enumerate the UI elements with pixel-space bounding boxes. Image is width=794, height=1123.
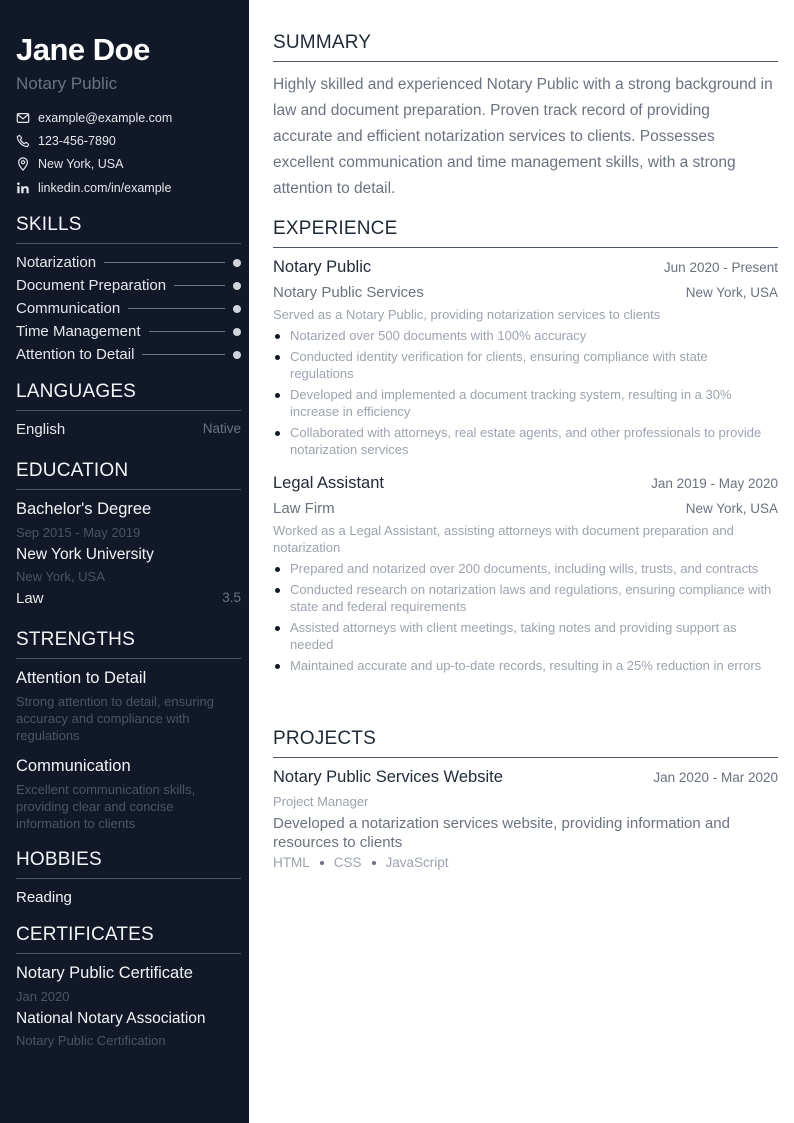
skill-level-dot xyxy=(233,305,241,313)
contact-phone[interactable] xyxy=(16,134,241,148)
mail-icon xyxy=(16,111,30,125)
job-bullet: Assisted attorneys with client meetings, taking notes and providing support as needed xyxy=(273,619,773,653)
project-title: Notary Public Services Website xyxy=(273,768,503,786)
contact-location-text: New York, USA xyxy=(38,157,124,171)
job-company: Law Firm xyxy=(273,500,335,517)
project-role: Project Manager xyxy=(273,794,369,809)
job-company-row xyxy=(273,284,778,301)
strength-title: Attention to Detail xyxy=(16,669,147,687)
skill-label: Communication xyxy=(16,300,121,317)
job-description: Served as a Notary Public, providing notarization services to clients xyxy=(273,307,661,322)
job-bullet: Collaborated with attorneys, real estate agents, and other professionals to provide notarization services xyxy=(273,424,773,458)
job-dates: Jun 2020 - Present xyxy=(663,260,778,275)
education-field: Law xyxy=(16,590,44,607)
project-description: Developed a notarization services website, providing information and resources to clients xyxy=(273,815,730,851)
language-item xyxy=(16,421,241,438)
strength-description: Strong attention to detail, ensuring accuracy and compliance with regulations xyxy=(16,694,215,743)
contact-linkedin[interactable] xyxy=(16,181,241,195)
skill-item xyxy=(16,300,241,317)
skill-label: Document Preparation xyxy=(16,277,167,294)
linkedin-icon xyxy=(16,181,30,195)
tech-tag: CSS xyxy=(333,855,362,870)
strength-description: Excellent communication skills, providing clear and concise information to clients xyxy=(16,782,196,831)
tech-separator xyxy=(320,861,324,865)
skills-heading: SKILLS xyxy=(16,214,241,244)
education-heading: EDUCATION xyxy=(16,460,241,490)
job-bullet: Notarized over 500 documents with 100% accuracy xyxy=(273,327,773,344)
job-dates: Jan 2019 - May 2020 xyxy=(651,476,778,491)
education-dates: Sep 2015 - May 2019 xyxy=(16,525,141,540)
language-name: English xyxy=(16,421,66,438)
certificate-sub: Jan 2020 xyxy=(16,989,70,1004)
project-dates: Jan 2020 - Mar 2020 xyxy=(653,770,778,785)
contact-phone-text: 123-456-7890 xyxy=(38,134,116,148)
education-location: New York, USA xyxy=(16,569,105,584)
location-pin-icon xyxy=(16,157,30,171)
contact-location xyxy=(16,157,241,171)
education-field-row xyxy=(16,590,241,607)
summary-heading: SUMMARY xyxy=(273,32,778,62)
skill-label: Time Management xyxy=(16,323,141,340)
hobbies-heading: HOBBIES xyxy=(16,849,241,879)
job-header xyxy=(273,474,778,493)
education-gpa: 3.5 xyxy=(222,590,241,605)
job-bullet: Maintained accurate and up-to-date records, resulting in a 25% reduction in errors xyxy=(273,657,773,674)
certificate-title: Notary Public Certificate xyxy=(16,964,193,982)
phone-icon xyxy=(16,134,30,148)
languages-heading: LANGUAGES xyxy=(16,381,241,411)
language-level: Native xyxy=(202,421,241,436)
skill-level-dot xyxy=(233,351,241,359)
skill-label: Notarization xyxy=(16,254,97,271)
job-bullet: Conducted identity verification for clients, ensuring compliance with state regulations xyxy=(273,348,773,382)
hobby-item: Reading xyxy=(16,889,72,906)
sidebar xyxy=(0,0,249,1123)
job-location: New York, USA xyxy=(685,285,778,300)
education-degree: Bachelor's Degree xyxy=(16,500,152,518)
job-header xyxy=(273,258,778,277)
job-title: Notary Public xyxy=(273,258,372,276)
job-bullets xyxy=(273,327,773,462)
skill-item xyxy=(16,323,241,340)
skill-leader-line xyxy=(104,262,225,263)
candidate-name: Jane Doe xyxy=(16,32,150,67)
skill-leader-line xyxy=(174,285,225,286)
tech-tag: JavaScript xyxy=(385,855,449,870)
project-tech-list xyxy=(273,855,449,870)
skill-leader-line xyxy=(142,354,225,355)
certificate-sub: Notary Public Certification xyxy=(16,1033,166,1048)
skill-leader-line xyxy=(128,308,225,309)
tech-separator xyxy=(372,861,376,865)
certificates-heading: CERTIFICATES xyxy=(16,924,241,954)
job-description: Worked as a Legal Assistant, assisting attorneys with document preparation and notarization xyxy=(273,523,734,555)
summary-text: Highly skilled and experienced Notary Public with a strong background in law and document preparation. Proven track record of providing accurate and efficient notarization services to clients. Possesses excellent communication and time management skills, with a strong attention to detail. xyxy=(273,76,773,197)
tech-tag: HTML xyxy=(273,855,310,870)
candidate-role: Notary Public xyxy=(16,74,118,93)
skill-item xyxy=(16,254,241,271)
contact-email-text: example@example.com xyxy=(38,111,173,125)
skill-leader-line xyxy=(149,331,226,332)
skill-level-dot xyxy=(233,259,241,267)
strength-title: Communication xyxy=(16,757,131,775)
skill-item xyxy=(16,277,241,294)
contact-linkedin-text: linkedin.com/in/example xyxy=(38,181,172,195)
skill-level-dot xyxy=(233,328,241,336)
job-bullet: Prepared and notarized over 200 documents, including wills, trusts, and contracts xyxy=(273,560,773,577)
skill-label: Attention to Detail xyxy=(16,346,135,363)
contact-email[interactable] xyxy=(16,111,241,125)
job-company-row xyxy=(273,500,778,517)
job-company: Notary Public Services xyxy=(273,284,424,301)
job-bullet: Developed and implemented a document tracking system, resulting in a 30% increase in efficiency xyxy=(273,386,773,420)
skill-item xyxy=(16,346,241,363)
job-bullet: Conducted research on notarization laws and regulations, ensuring compliance with state and federal requirements xyxy=(273,581,773,615)
projects-heading: PROJECTS xyxy=(273,728,778,758)
strengths-heading: STRENGTHS xyxy=(16,629,241,659)
job-bullets xyxy=(273,560,773,678)
project-header xyxy=(273,768,778,787)
education-school: New York University xyxy=(16,546,154,563)
certificate-title: National Notary Association xyxy=(16,1010,206,1027)
skill-level-dot xyxy=(233,282,241,290)
experience-heading: EXPERIENCE xyxy=(273,218,778,248)
job-location: New York, USA xyxy=(685,501,778,516)
job-title: Legal Assistant xyxy=(273,474,384,492)
